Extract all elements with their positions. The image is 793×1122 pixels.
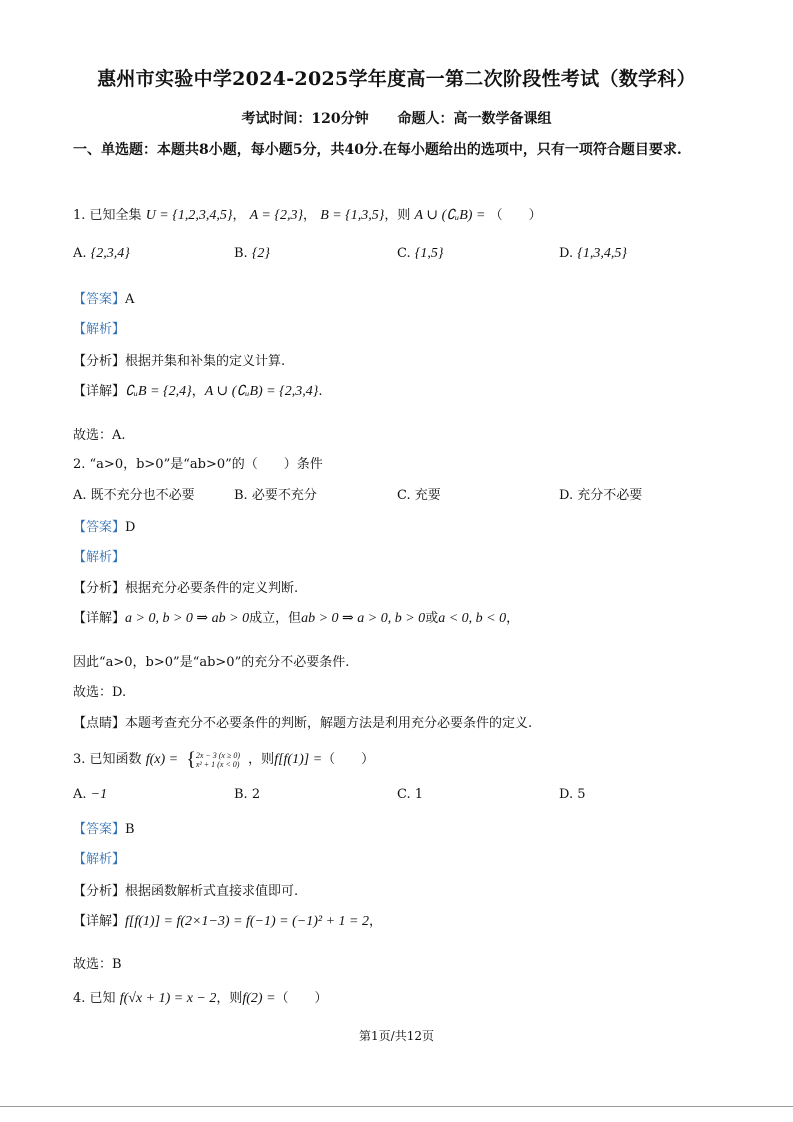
q1-then: ，则 xyxy=(384,208,411,223)
q3-expr: f[f(1)] = xyxy=(274,752,323,767)
section-heading: 一、单选题：本题共8小题，每小题5分，共40分.在每小题给出的选项中，只有一项符合题目要求. xyxy=(73,142,682,158)
q1-option-a: A. {2,3,4} xyxy=(73,246,130,261)
q4-expr: f(√x + 1) = x − 2 xyxy=(119,991,217,1006)
q3-fenxi: 【分析】根据函数解析式直接求值即可. xyxy=(73,884,299,899)
q3-piece-2: x² + 1 (x < 0) xyxy=(195,759,240,769)
q4-expr2: f(2) = xyxy=(242,991,276,1006)
q2-option-d: D. 充分不必要 xyxy=(559,488,643,503)
q1-prefix: 1. 已知全集 xyxy=(73,208,142,223)
q3-piecewise: {2x − 3 (x ≥ 0) x² + 1 (x < 0) xyxy=(186,748,241,770)
exam-author: 命题人：高一数学备课组 xyxy=(397,111,552,127)
q2-comment: 【点睛】本题考查充分不必要条件的判断，解题方法是利用充分必要条件的定义. xyxy=(73,716,533,731)
q3-option-b: B. 2 xyxy=(234,787,261,802)
q1-answer: 【答案】A xyxy=(73,292,135,307)
q2-stem: 2. “a>0，b>0”是“ab>0”的（ ）条件 xyxy=(73,457,323,472)
q1-paren: （ ） xyxy=(489,208,542,223)
q1-option-c: C. {1,5} xyxy=(397,246,444,261)
q1-set-u: U = {1,2,3,4,5} xyxy=(145,208,233,223)
q3-piece-1: 2x − 3 (x ≥ 0) xyxy=(195,750,241,760)
q2-option-a: A. 既不充分也不必要 xyxy=(73,488,195,503)
q3-stem: 3. 已知函数 f(x) = {2x − 3 (x ≥ 0) x² + 1 (x < 0) ，则f[f(1)] =（ ） xyxy=(73,748,375,770)
q2-option-b: B. 必要不充分 xyxy=(234,488,317,503)
q1-option-d: D. {1,3,4,5} xyxy=(559,246,627,261)
q2-option-c: C. 充要 xyxy=(397,488,441,503)
q2-conclusion: 故选：D. xyxy=(73,685,127,700)
q1-set-b: B = {1,3,5} xyxy=(320,208,385,223)
bottom-rule xyxy=(0,1106,793,1107)
answer-tag: 【答案】 xyxy=(73,292,126,307)
q2-fenxi: 【分析】根据充分必要条件的定义判断. xyxy=(73,581,299,596)
q4-stem: 4. 已知 f(√x + 1) = x − 2，则f(2) =（ ） xyxy=(73,991,328,1006)
q1-expr: A ∪ (∁ᵤB) = xyxy=(414,208,486,223)
page-title: 惠州市实验中学2024-2025学年度高一第二次阶段性考试（数学科） xyxy=(97,68,696,90)
q3-conclusion: 故选：B xyxy=(73,957,122,972)
q1-option-b: B. {2} xyxy=(234,246,271,261)
q1-analysis-tag: 【解析】 xyxy=(73,322,126,337)
q3-option-c: C. 1 xyxy=(397,787,424,802)
q1-conclusion: 故选：A. xyxy=(73,428,126,443)
page-number: 第1页/共12页 xyxy=(359,1029,434,1043)
q2-analysis-tag: 【解析】 xyxy=(73,550,126,565)
q2-answer: 【答案】D xyxy=(73,520,136,535)
q1-set-a: A = {2,3} xyxy=(249,208,304,223)
q1-detail: 【详解】∁ᵤB = {2,4}，A ∪ (∁ᵤB) = {2,3,4}. xyxy=(73,384,323,399)
exam-time: 考试时间：120分钟 xyxy=(241,111,369,127)
q3-analysis-tag: 【解析】 xyxy=(73,852,126,867)
q3-f-lhs: f(x) = xyxy=(145,752,179,767)
q3-option-d: D. 5 xyxy=(559,787,586,802)
q3-detail: 【详解】f[f(1)] = f(2×1−3) = f(−1) = (−1)² + 1 = 2， xyxy=(73,914,383,929)
q2-line2: 因此“a>0，b>0”是“ab>0”的充分不必要条件. xyxy=(73,655,350,670)
exam-info xyxy=(0,108,793,128)
q3-option-a: A. −1 xyxy=(73,787,108,802)
q1-fenxi: 【分析】根据并集和补集的定义计算. xyxy=(73,354,286,369)
q3-answer: 【答案】B xyxy=(73,822,135,837)
q1-stem: 1. 已知全集 U = {1,2,3,4,5}， A = {2,3}， B = {1,3,5}，则 A ∪ (∁ᵤB) = （ ） xyxy=(73,208,542,223)
q2-detail: 【详解】a > 0, b > 0 ⇒ ab > 0成立，但ab > 0 ⇒ a > 0, b > 0或a < 0, b < 0， xyxy=(73,611,520,626)
